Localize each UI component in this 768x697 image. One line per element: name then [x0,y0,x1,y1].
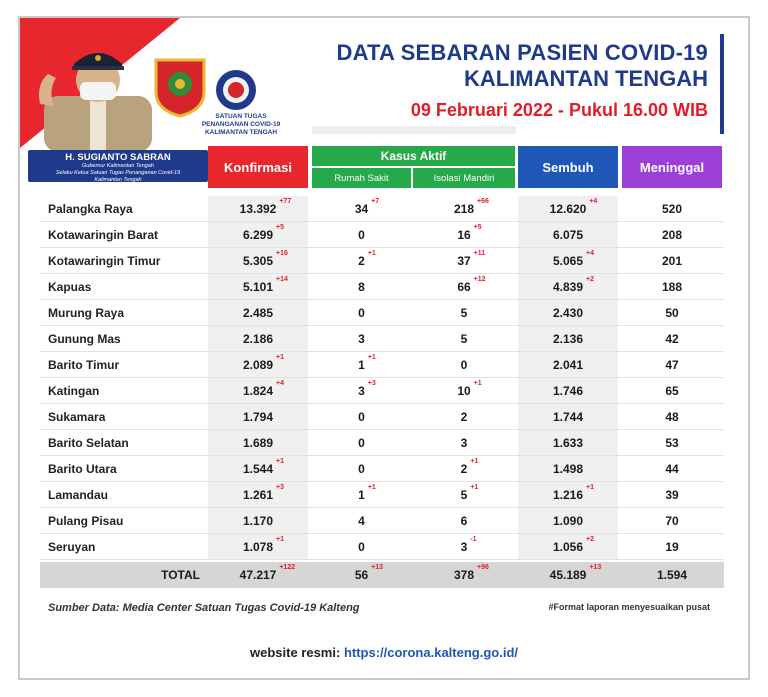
meninggal-value-cell [622,534,722,559]
konfirmasi-value: 1.544 [242,461,274,476]
isolasi-mandiri-value-delta: +12 [473,275,486,283]
satgas-line-3: KALIMANTAN TENGAH [204,129,278,136]
sembuh-value: 2.136 [552,331,584,346]
rumah-sakit-value: 0 [358,435,365,450]
meninggal-value-cell [622,274,722,299]
rumah-sakit-value: 34 [354,201,369,216]
table-row [40,222,724,248]
sembuh-value-delta: +2 [586,275,594,283]
total-meninggal: 1.594 [656,567,688,582]
report-title-line-1: DATA SEBARAN PASIEN COVID-19 [336,40,708,65]
konfirmasi-value-delta: +3 [276,483,284,491]
rumah-sakit-value-cell [312,222,411,247]
kalteng-province-logo [152,56,208,118]
rumah-sakit-value-cell [312,248,411,273]
meninggal-value: 48 [665,409,679,424]
meninggal-value-cell [622,378,722,403]
konfirmasi-value-delta: +1 [276,353,284,361]
meninggal-value: 44 [665,461,679,476]
konfirmasi-value: 1.261 [242,487,274,502]
rumah-sakit-value: 0 [358,305,365,320]
district-name: Kapuas [48,279,92,294]
isolasi-mandiri-value-delta: +1 [473,379,482,387]
total-konfirmasi-delta: +122 [279,563,296,571]
rumah-sakit-value-delta: +7 [371,197,380,205]
isolasi-mandiri-value-delta: -1 [470,535,477,543]
meninggal-value-cell [622,404,722,429]
title-accent-bar [720,34,724,134]
sembuh-value: 2.430 [552,305,584,320]
isolasi-mandiri-value-cell [413,352,515,377]
meninggal-value-cell [622,352,722,377]
district-name-cell [48,300,208,325]
konfirmasi-value-cell [208,508,308,533]
header-divider [312,126,516,134]
sembuh-value: 6.075 [552,227,584,242]
rumah-sakit-value-cell [312,508,411,533]
total-sembuh: 45.189 [549,567,587,582]
meninggal-value: 47 [665,357,679,372]
konfirmasi-value: 2.485 [242,305,274,320]
district-name: Pulang Pisau [48,513,124,528]
sembuh-value: 1.090 [552,513,584,528]
isolasi-mandiri-value: 5 [460,305,468,320]
sembuh-value-cell [518,508,618,533]
sembuh-value: 5.065 [552,253,584,268]
district-name: Barito Timur [48,357,120,372]
konfirmasi-value-delta: +1 [276,457,284,465]
rumah-sakit-value: 3 [358,383,365,398]
meninggal-value: 42 [665,331,679,346]
rumah-sakit-value-delta: +1 [367,249,376,257]
column-header-konfirmasi: Konfirmasi [208,146,308,188]
isolasi-mandiri-value: 16 [457,227,471,242]
total-isolasi-mandiri: 378 [453,567,475,582]
meninggal-value-cell [622,508,722,533]
konfirmasi-value-cell [208,378,308,403]
konfirmasi-value: 13.392 [239,201,277,216]
rumah-sakit-value: 1 [358,357,365,372]
konfirmasi-value-cell [208,352,308,377]
meninggal-value: 19 [665,539,679,554]
konfirmasi-value: 5.101 [242,279,274,294]
rumah-sakit-value: 0 [358,461,365,476]
isolasi-mandiri-value: 10 [457,383,471,398]
district-name-cell [48,274,208,299]
column-header-sembuh: Sembuh [518,146,618,188]
sembuh-value: 1.056 [552,539,584,554]
district-name: Seruyan [48,539,96,554]
isolasi-mandiri-value: 6 [460,513,468,528]
konfirmasi-value-cell [208,300,308,325]
governor-name: H. SUGIANTO SABRAN [65,152,171,163]
rumah-sakit-value: 8 [358,279,365,294]
rumah-sakit-value-delta: +3 [367,379,376,387]
meninggal-value: 65 [665,383,679,398]
format-note: #Format laporan menyesuaikan pusat [548,602,710,612]
isolasi-mandiri-value-cell [413,274,515,299]
konfirmasi-value: 1.078 [242,539,274,554]
rumah-sakit-value-cell [312,378,411,403]
rumah-sakit-value-cell [312,300,411,325]
konfirmasi-value: 1.794 [242,409,274,424]
district-name: Murung Raya [48,305,125,320]
sembuh-value-cell [518,196,618,221]
isolasi-mandiri-value-cell [413,404,515,429]
district-name: Sukamara [48,409,106,424]
sembuh-value-cell [518,274,618,299]
total-label: TOTAL [161,567,200,582]
isolasi-mandiri-value: 5 [460,487,468,502]
sembuh-value: 1.633 [552,435,584,450]
rumah-sakit-value: 1 [358,487,365,502]
meninggal-value-cell [622,482,722,507]
sembuh-value: 4.839 [552,279,584,294]
column-header-kasus-aktif: Kasus Aktif [312,146,515,166]
district-name: Lamandau [48,487,109,502]
table-row [40,378,724,404]
isolasi-mandiri-value-cell [413,248,515,273]
rumah-sakit-value-cell [312,352,411,377]
konfirmasi-value-delta: +16 [276,249,288,257]
isolasi-mandiri-value-delta: +5 [473,223,482,231]
governor-role-3: Kalimantan Tengah [94,177,142,183]
isolasi-mandiri-value-cell [413,378,515,403]
satgas-label [186,113,296,137]
konfirmasi-value: 2.186 [242,331,274,346]
sembuh-value: 1.746 [552,383,584,398]
total-isolasi-mandiri-delta: +96 [477,563,489,571]
table-row [40,534,724,560]
konfirmasi-value: 2.089 [242,357,274,372]
meninggal-value: 208 [661,227,683,242]
isolasi-mandiri-value-cell [413,196,515,221]
konfirmasi-value: 5.305 [242,253,274,268]
isolasi-mandiri-value: 2 [460,409,468,424]
report-title-line-2: KALIMANTAN TENGAH [463,66,708,91]
konfirmasi-value-cell [208,456,308,481]
konfirmasi-value-delta: +1 [276,535,284,543]
district-name: Kotawaringin Timur [48,253,161,268]
meninggal-value-cell [622,222,722,247]
total-sembuh-delta: +13 [589,563,602,571]
district-name-cell [48,534,208,559]
sembuh-value-cell [518,378,618,403]
total-konfirmasi: 47.217 [239,567,277,582]
konfirmasi-value-cell [208,430,308,455]
isolasi-mandiri-value-delta: +66 [477,197,489,205]
sembuh-value-cell [518,534,618,559]
isolasi-mandiri-value-delta: +11 [473,249,486,257]
district-name-cell [48,430,208,455]
rumah-sakit-value-cell [312,196,411,221]
table-row [40,430,724,456]
meninggal-value: 520 [661,201,683,216]
isolasi-mandiri-value-delta: +1 [470,457,479,465]
governor-role-2: Selaku Ketua Satuan Tugas Penanganan Covid-19 [55,170,181,176]
district-name-cell [48,508,208,533]
sembuh-value-cell [518,482,618,507]
rumah-sakit-value-cell [312,456,411,481]
konfirmasi-value-delta: +5 [276,223,284,231]
sembuh-value: 1.744 [552,409,584,424]
meninggal-value-cell [622,326,722,351]
isolasi-mandiri-value: 37 [457,253,471,268]
isolasi-mandiri-value-cell [413,482,515,507]
rumah-sakit-value: 0 [358,409,365,424]
district-name-cell [48,326,208,351]
konfirmasi-value: 6.299 [242,227,274,242]
konfirmasi-value: 1.689 [242,435,274,450]
isolasi-mandiri-value-cell [413,508,515,533]
table-row [40,274,724,300]
governor-role-1: Gubernur Kalimantan Tengah [82,163,154,169]
rumah-sakit-value: 0 [358,539,365,554]
meninggal-value-cell [622,430,722,455]
district-name: Kotawaringin Barat [48,227,159,242]
isolasi-mandiri-value: 66 [457,279,471,294]
rumah-sakit-value: 4 [358,513,365,528]
sembuh-value-cell [518,456,618,481]
sembuh-value-cell [518,430,618,455]
isolasi-mandiri-value: 3 [460,435,468,450]
konfirmasi-value-cell [208,534,308,559]
table-row [40,508,724,534]
sembuh-value-cell [518,248,618,273]
district-name: Katingan [48,383,100,398]
table-row [40,404,724,430]
website-label: website resmi: [249,645,341,660]
district-name-cell [48,404,208,429]
konfirmasi-value-cell [208,248,308,273]
meninggal-value: 70 [665,513,679,528]
konfirmasi-value-cell [208,196,308,221]
sembuh-value-delta: +4 [586,249,594,257]
sembuh-value-delta: +4 [589,197,598,205]
meninggal-value-cell [622,248,722,273]
table-row [40,482,724,508]
konfirmasi-value-cell [208,482,308,507]
isolasi-mandiri-value-cell [413,326,515,351]
table-row [40,248,724,274]
district-name-cell [48,482,208,507]
district-name: Palangka Raya [48,201,133,216]
table-row [40,326,724,352]
rumah-sakit-value-cell [312,274,411,299]
district-name-cell [48,352,208,377]
sembuh-value-delta: +1 [586,483,594,491]
konfirmasi-value-delta: +77 [279,197,292,205]
district-name-cell [48,196,208,221]
total-row [40,562,724,588]
rumah-sakit-value-cell [312,482,411,507]
website-line [0,645,768,660]
sembuh-value: 1.498 [552,461,584,476]
isolasi-mandiri-value-cell [413,456,515,481]
data-source-note: Sumber Data: Media Center Satuan Tugas Covid-19 Kalteng [48,602,360,614]
sembuh-value-cell [518,404,618,429]
sembuh-value-delta: +2 [586,535,594,543]
meninggal-value: 53 [665,435,679,450]
konfirmasi-value-cell [208,274,308,299]
rumah-sakit-value-cell [312,430,411,455]
meninggal-value: 50 [665,305,679,320]
konfirmasi-value: 1.824 [242,383,274,398]
district-name-cell [48,378,208,403]
column-header-rumah-sakit: Rumah Sakit [312,168,411,188]
konfirmasi-value: 1.170 [242,513,274,528]
isolasi-mandiri-value-cell [413,222,515,247]
rumah-sakit-value: 2 [358,253,365,268]
isolasi-mandiri-value: 0 [460,357,468,372]
sembuh-value-cell [518,326,618,351]
isolasi-mandiri-value: 3 [460,539,468,554]
website-link[interactable]: https://corona.kalteng.go.id/ [343,645,518,660]
rumah-sakit-value-delta: +1 [367,483,376,491]
sembuh-value: 2.041 [552,357,584,372]
isolasi-mandiri-value: 5 [460,331,468,346]
isolasi-mandiri-value: 2 [460,461,468,476]
governor-portrait [34,34,162,152]
district-name-cell [48,456,208,481]
meninggal-value: 39 [665,487,679,502]
satgas-line-2: PENANGANAN COVID-19 [201,121,281,128]
konfirmasi-value-delta: +14 [276,275,288,283]
isolasi-mandiri-value: 218 [453,201,475,216]
satgas-covid-logo [214,68,258,112]
sembuh-value-cell [518,300,618,325]
governor-name-box [28,150,208,182]
district-name-cell [48,222,208,247]
rumah-sakit-value: 0 [358,227,365,242]
konfirmasi-value-cell [208,222,308,247]
meninggal-value-cell [622,300,722,325]
konfirmasi-value-cell [208,404,308,429]
meninggal-value: 201 [661,253,683,268]
column-header-isolasi-mandiri: Isolasi Mandiri [413,168,515,188]
satgas-line-1: SATUAN TUGAS [215,113,267,120]
meninggal-value-cell [622,196,722,221]
isolasi-mandiri-value-delta: +1 [470,483,479,491]
district-name: Barito Selatan [48,435,129,450]
table-row [40,300,724,326]
column-header-meninggal: Meninggal [622,146,722,188]
table-row [40,196,724,222]
district-name: Gunung Mas [48,331,121,346]
report-date: 09 Februari 2022 - Pukul 16.00 WIB [410,100,708,120]
table-row [40,352,724,378]
isolasi-mandiri-value-cell [413,300,515,325]
district-name-cell [48,248,208,273]
isolasi-mandiri-value-cell [413,534,515,559]
total-rumah-sakit-delta: +13 [371,563,384,571]
meninggal-value-cell [622,456,722,481]
sembuh-value-cell [518,352,618,377]
konfirmasi-value-cell [208,326,308,351]
rumah-sakit-value-cell [312,534,411,559]
rumah-sakit-value: 3 [358,331,365,346]
district-name: Barito Utara [48,461,117,476]
total-rumah-sakit: 56 [354,567,369,582]
sembuh-value-cell [518,222,618,247]
rumah-sakit-value-cell [312,326,411,351]
meninggal-value: 188 [661,279,683,294]
rumah-sakit-value-delta: +1 [367,353,376,361]
konfirmasi-value-delta: +4 [276,379,284,387]
isolasi-mandiri-value-cell [413,430,515,455]
sembuh-value: 1.216 [552,487,584,502]
rumah-sakit-value-cell [312,404,411,429]
sembuh-value: 12.620 [549,201,587,216]
table-row [40,456,724,482]
